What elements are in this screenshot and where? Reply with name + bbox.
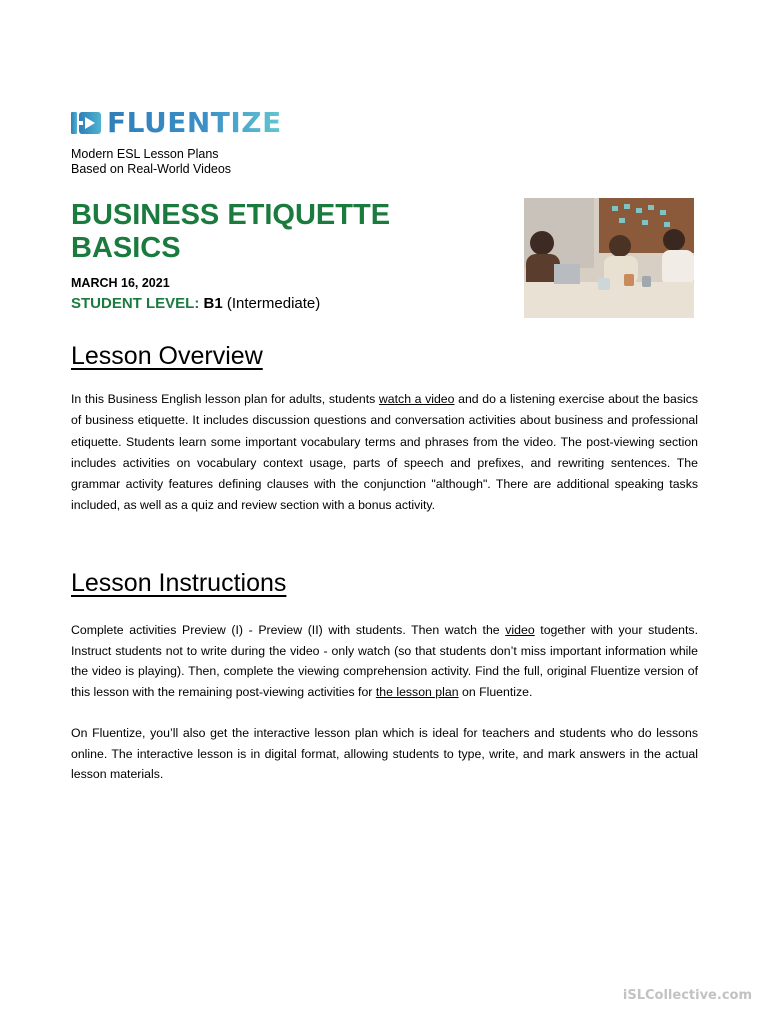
page-title — [71, 199, 491, 265]
video-link[interactable]: video — [505, 623, 535, 637]
lesson-instructions-heading: Lesson Instructions — [71, 569, 287, 597]
play-logo-icon — [71, 110, 103, 136]
tagline — [71, 147, 231, 177]
instructions-paragraph-1 — [71, 620, 698, 702]
student-level-value: B1 — [203, 295, 223, 312]
tagline-line-2: Based on Real-World Videos — [71, 162, 232, 176]
student-level — [71, 295, 320, 312]
title-line-2: BASICS — [71, 232, 181, 264]
watch-video-link[interactable]: watch a video — [378, 392, 455, 406]
lesson-overview-heading: Lesson Overview — [71, 342, 263, 370]
instructions-text-part: together with your students. Instruct students not to write during the video - only watch (so that students don’t miss important information while the video is playing). Then, complete the viewing comprehension activity. Find the full, original Fluentize version of this lesson with the remaining post-viewing activities for — [71, 623, 698, 699]
tagline-line-1: Modern ESL Lesson Plans — [71, 147, 219, 161]
meeting-photo — [524, 198, 694, 318]
lesson-plan-link[interactable]: the lesson plan — [375, 684, 459, 699]
fluentize-logo — [71, 106, 282, 139]
instructions-text-part: on Fluentize. — [458, 684, 533, 699]
overview-text-part: In this Business English lesson plan for adults, students — [71, 392, 379, 406]
islcollective-watermark: iSLCollective.com — [622, 988, 752, 1003]
title-line-1: BUSINESS ETIQUETTE — [71, 199, 391, 231]
instructions-text-part: Complete activities Preview (I) - Preview (II) with students. Then watch the — [71, 623, 506, 637]
lesson-date: MARCH 16, 2021 — [71, 276, 170, 290]
lesson-overview-text — [71, 389, 698, 517]
student-level-label: STUDENT LEVEL: — [71, 295, 200, 312]
logo-wordmark: FLUENTIZE — [107, 106, 282, 139]
student-level-detail: (Intermediate) — [226, 295, 321, 312]
instructions-paragraph-2: On Fluentize, you’ll also get the interactive lesson plan which is ideal for teachers and students who do lessons online. The interactive lesson is in digital format, allowing students to type, write, and mark answers in the actual lesson materials. — [71, 726, 698, 781]
overview-text-part: and do a listening exercise about the basics of business etiquette. It includes discussion questions and conversation activities about business and professional etiquette. Students learn some important vocabulary terms and phrases from the video. The post-viewing section includes activities on vocabulary context usage, parts of speech and prefixes, and rewriting sentences. The grammar activity features defining clauses with the conjunction "although". There are additional speaking tasks included, as well as a quiz and review section with a bonus activity. — [71, 392, 698, 513]
